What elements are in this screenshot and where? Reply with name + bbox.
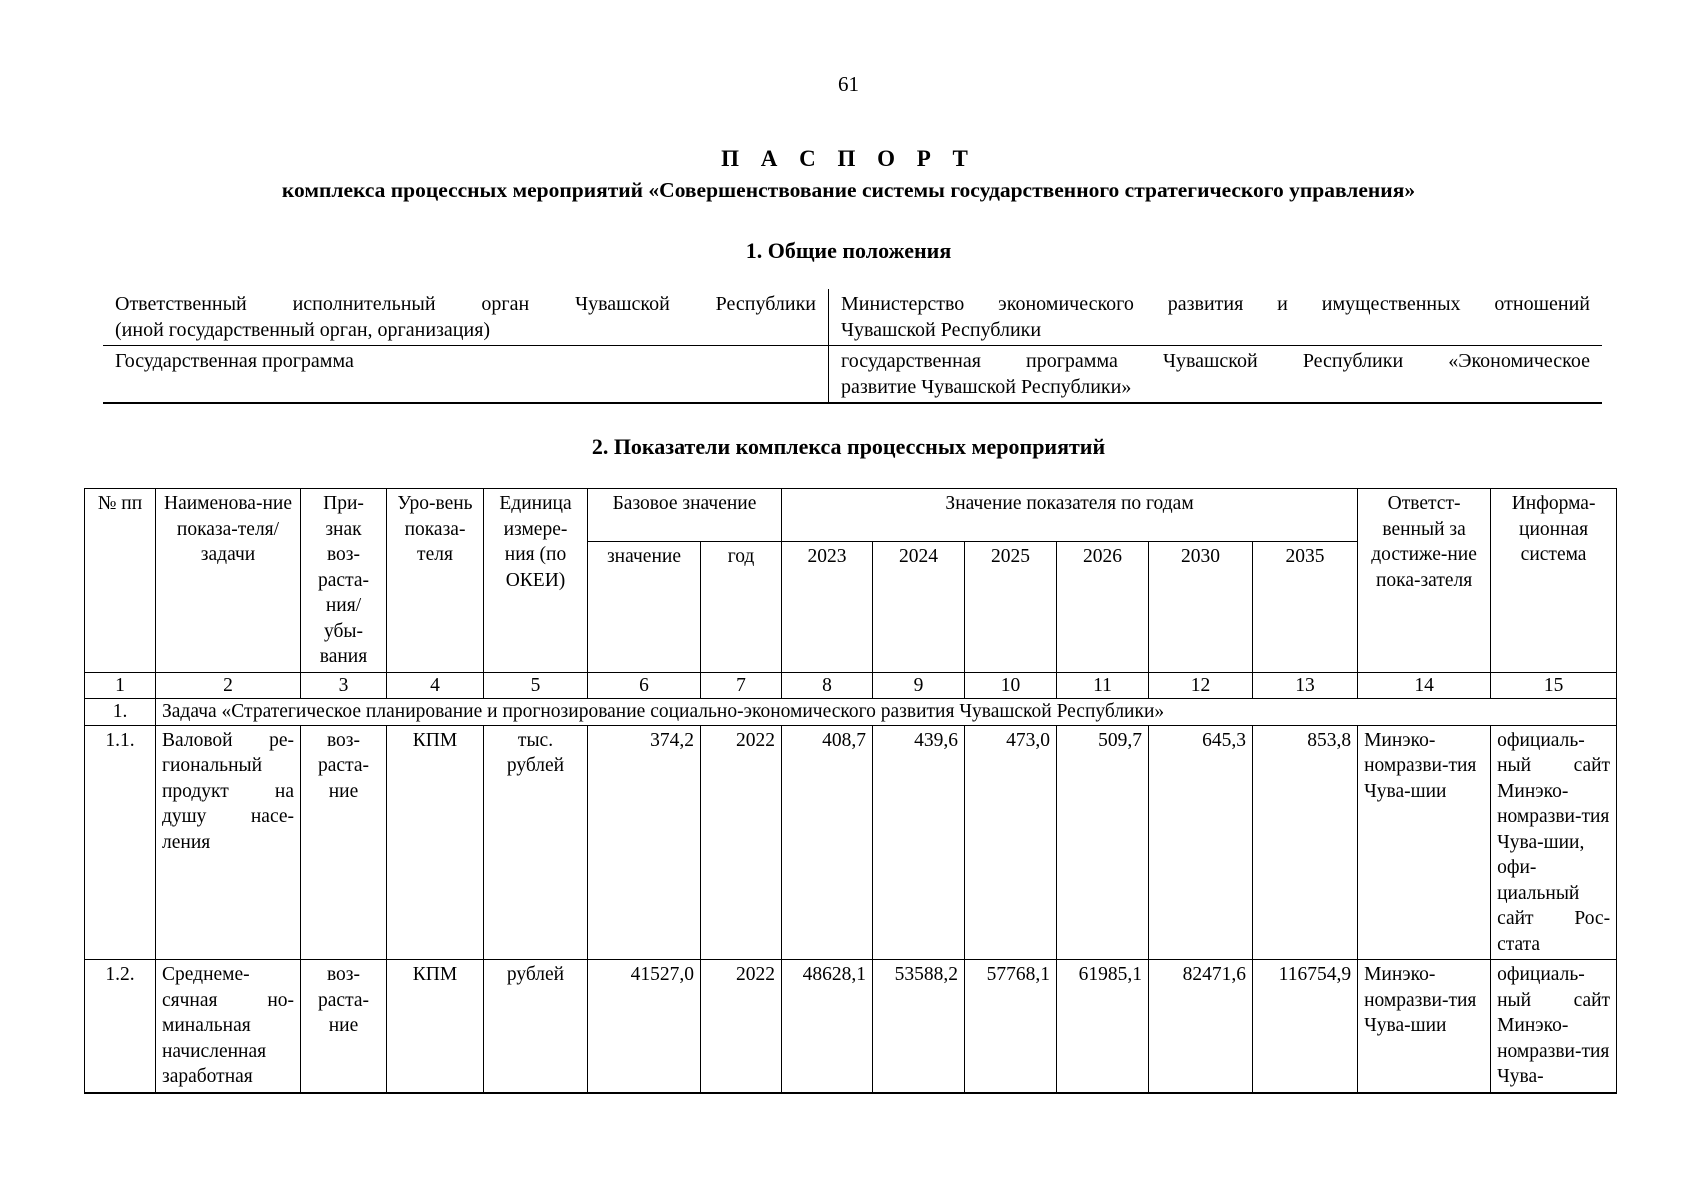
row-info-system-cell: [1491, 960, 1617, 1093]
row-base-year: 2022: [701, 960, 782, 1093]
header-year: 2035: [1253, 541, 1358, 672]
row-value-2026: 509,7: [1057, 725, 1149, 960]
indicators-table: [84, 488, 1617, 1094]
page-number: 61: [838, 72, 859, 96]
general-label-cell: [103, 289, 829, 346]
column-number: 15: [1491, 672, 1617, 699]
general-row-responsible: [103, 289, 1602, 346]
section-indicators-heading: 2. Показатели комплекса процессных мероприятий: [591, 434, 1106, 459]
header-name: Наименова-ние показа-теля/задачи: [156, 489, 301, 673]
header-responsible: Ответст-венный за достиже-ние пока-зателя: [1358, 489, 1491, 673]
row-info-system: официаль-ный сайт Минэко-номразви-тия Чува-: [1497, 964, 1611, 1087]
general-value-line: государственная программа Чувашской Республики «Экономическое: [841, 350, 1590, 372]
task-row: [85, 699, 1617, 726]
header-base-value: значение: [588, 541, 701, 672]
column-number: 4: [387, 672, 484, 699]
column-number: 7: [701, 672, 782, 699]
task-num: 1.: [85, 699, 156, 726]
header-unit: Единица измере-ния (по ОКЕИ): [484, 489, 588, 673]
general-label-line: (иной государственный орган, организация): [115, 319, 491, 341]
row-info-system: официаль-ный сайт Минэко-номразви-тия Чува-шии, офи-циальный сайт Рос-стата: [1491, 725, 1617, 960]
header-level: Уро-вень показа-теля: [387, 489, 484, 673]
row-name: Валовой ре-гиональный продукт на душу насе-ления: [156, 725, 301, 960]
column-number: 12: [1149, 672, 1253, 699]
header-year: 2024: [873, 541, 965, 672]
general-label-line: Государственная программа: [115, 350, 354, 372]
row-value-2023: 48628,1: [782, 960, 873, 1093]
header-sign: При-знак воз-раста-ния/ убы-вания: [301, 489, 387, 673]
header-year: 2030: [1149, 541, 1253, 672]
header-by-years: Значение показателя по годам: [782, 489, 1358, 542]
column-number: 3: [301, 672, 387, 699]
table-header-row: [85, 489, 1617, 542]
column-number: 2: [156, 672, 301, 699]
row-value-2023: 408,7: [782, 725, 873, 960]
column-numbers-row: [85, 672, 1617, 699]
row-level: КПМ: [387, 725, 484, 960]
row-responsible: Минэко-номразви-тия Чува-шии: [1358, 725, 1491, 960]
row-sign: воз-раста-ние: [301, 960, 387, 1093]
row-name: Среднеме-сячная но-минальная начисленная заработная: [162, 964, 294, 1087]
general-value-cell: [829, 346, 1603, 404]
row-base-value: 374,2: [588, 725, 701, 960]
row-value-2026: 61985,1: [1057, 960, 1149, 1093]
header-year: 2026: [1057, 541, 1149, 672]
row-sign: воз-раста-ние: [301, 725, 387, 960]
general-value-line: Министерство экономического развития и имущественных отношений: [841, 293, 1590, 315]
column-number: 9: [873, 672, 965, 699]
header-base: Базовое значение: [588, 489, 782, 542]
row-value-2035: 116754,9: [1253, 960, 1358, 1093]
column-number: 5: [484, 672, 588, 699]
row-num: 1.2.: [85, 960, 156, 1093]
general-row-program: [103, 346, 1602, 404]
document-title: П А С П О Р Т: [721, 146, 976, 171]
row-num: 1.1.: [85, 725, 156, 960]
row-value-2025: 57768,1: [965, 960, 1057, 1093]
general-value-line: развитие Чувашской Республики»: [841, 376, 1132, 398]
row-value-2024: 439,6: [873, 725, 965, 960]
column-number: 1: [85, 672, 156, 699]
column-number: 10: [965, 672, 1057, 699]
general-value-cell: [829, 289, 1603, 346]
row-value-2030: 645,3: [1149, 725, 1253, 960]
column-number: 14: [1358, 672, 1491, 699]
row-value-2030: 82471,6: [1149, 960, 1253, 1093]
header-base-year: год: [701, 541, 782, 672]
row-value-2024: 53588,2: [873, 960, 965, 1093]
row-base-year: 2022: [701, 725, 782, 960]
row-unit: тыс. рублей: [484, 725, 588, 960]
document-subtitle: комплекса процессных мероприятий «Совершенствование системы государственного стратегического управления»: [281, 178, 1416, 202]
row-unit: рублей: [484, 960, 588, 1093]
section-general-heading: 1. Общие положения: [745, 238, 952, 263]
header-num: № пп: [85, 489, 156, 673]
column-number: 11: [1057, 672, 1149, 699]
column-number: 13: [1253, 672, 1358, 699]
row-name-cell: [156, 960, 301, 1093]
general-value-line: Чувашской Республики: [841, 319, 1042, 341]
header-year: 2025: [965, 541, 1057, 672]
header-year: 2023: [782, 541, 873, 672]
row-value-2025: 473,0: [965, 725, 1057, 960]
column-number: 8: [782, 672, 873, 699]
header-info-system: Информа-ционная система: [1491, 489, 1617, 673]
general-provisions-table: [103, 289, 1602, 404]
table-row: [85, 960, 1617, 1093]
task-text: Задача «Стратегическое планирование и прогнозирование социально-экономического развития Чувашской Республики»: [156, 699, 1617, 726]
general-label-cell: [103, 346, 829, 404]
row-responsible: Минэко-номразви-тия Чува-шии: [1358, 960, 1491, 1093]
row-base-value: 41527,0: [588, 960, 701, 1093]
row-level: КПМ: [387, 960, 484, 1093]
column-number: 6: [588, 672, 701, 699]
row-value-2035: 853,8: [1253, 725, 1358, 960]
general-label-line: Ответственный исполнительный орган Чувашской Республики: [115, 293, 816, 315]
table-row: [85, 725, 1617, 960]
